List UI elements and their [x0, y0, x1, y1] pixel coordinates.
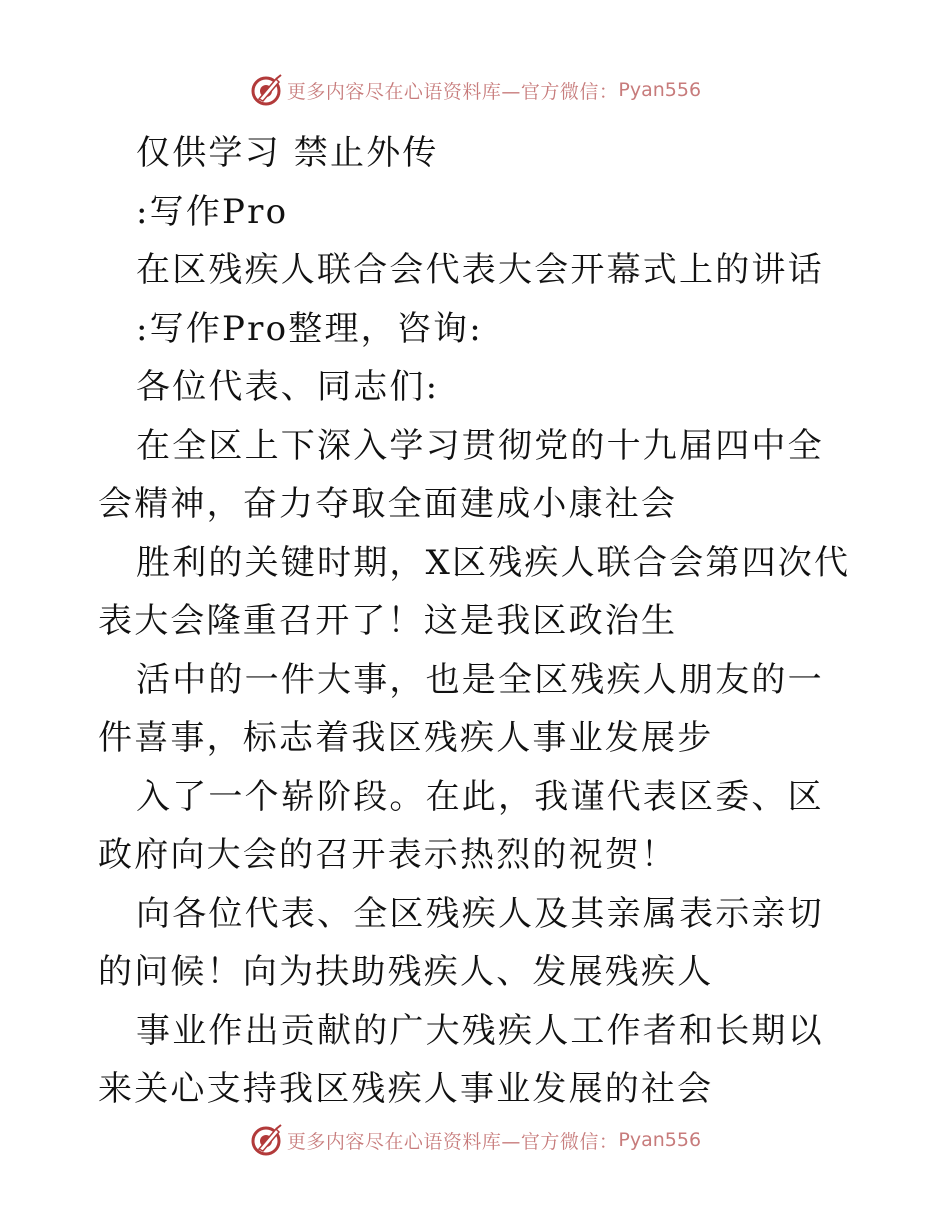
- document-body: [98, 124, 858, 1119]
- banner-wechat-id: Pyan556: [618, 79, 702, 101]
- quill-seal-icon: [249, 1123, 283, 1157]
- paragraph: 仅供学习 禁止外传: [136, 133, 439, 173]
- banner-text: 更多内容尽在心语资料库—官方微信：: [286, 80, 619, 103]
- paragraph: 在区残疾人联合会代表大会开幕式上的讲话: [136, 250, 824, 290]
- quill-seal-icon: [249, 73, 283, 107]
- paragraph: 入了一个崭阶段。在此，我谨代表区委、区政府向大会的召开表示热烈的祝贺！: [98, 776, 824, 875]
- paragraph: :写作Pro整理，咨询:: [136, 308, 483, 349]
- paragraph: 向各位代表、全区残疾人及其亲属表示亲切的问候！向为扶助残疾人、发展残疾人: [98, 893, 824, 992]
- paragraph: 在全区上下深入学习贯彻党的十九届四中全会精神，奋力夺取全面建成小康社会: [98, 425, 824, 524]
- paragraph: 事业作出贡献的广大残疾人工作者和长期以来关心支持我区残疾人事业发展的社会: [98, 1010, 824, 1109]
- footer-banner: [0, 1120, 950, 1160]
- paragraph: :写作Pro: [136, 191, 289, 232]
- banner-text: 更多内容尽在心语资料库—官方微信：: [286, 1130, 619, 1153]
- paragraph: 各位代表、同志们:: [136, 367, 440, 407]
- header-banner: [0, 70, 950, 110]
- paragraph: 活中的一件大事，也是全区残疾人朋友的一件喜事，标志着我区残疾人事业发展步: [98, 659, 824, 758]
- paragraph: 胜利的关键时期，X区残疾人联合会第四次代表大会隆重召开了！这是我区政治生: [98, 542, 851, 641]
- banner-wechat-id: Pyan556: [618, 1129, 702, 1151]
